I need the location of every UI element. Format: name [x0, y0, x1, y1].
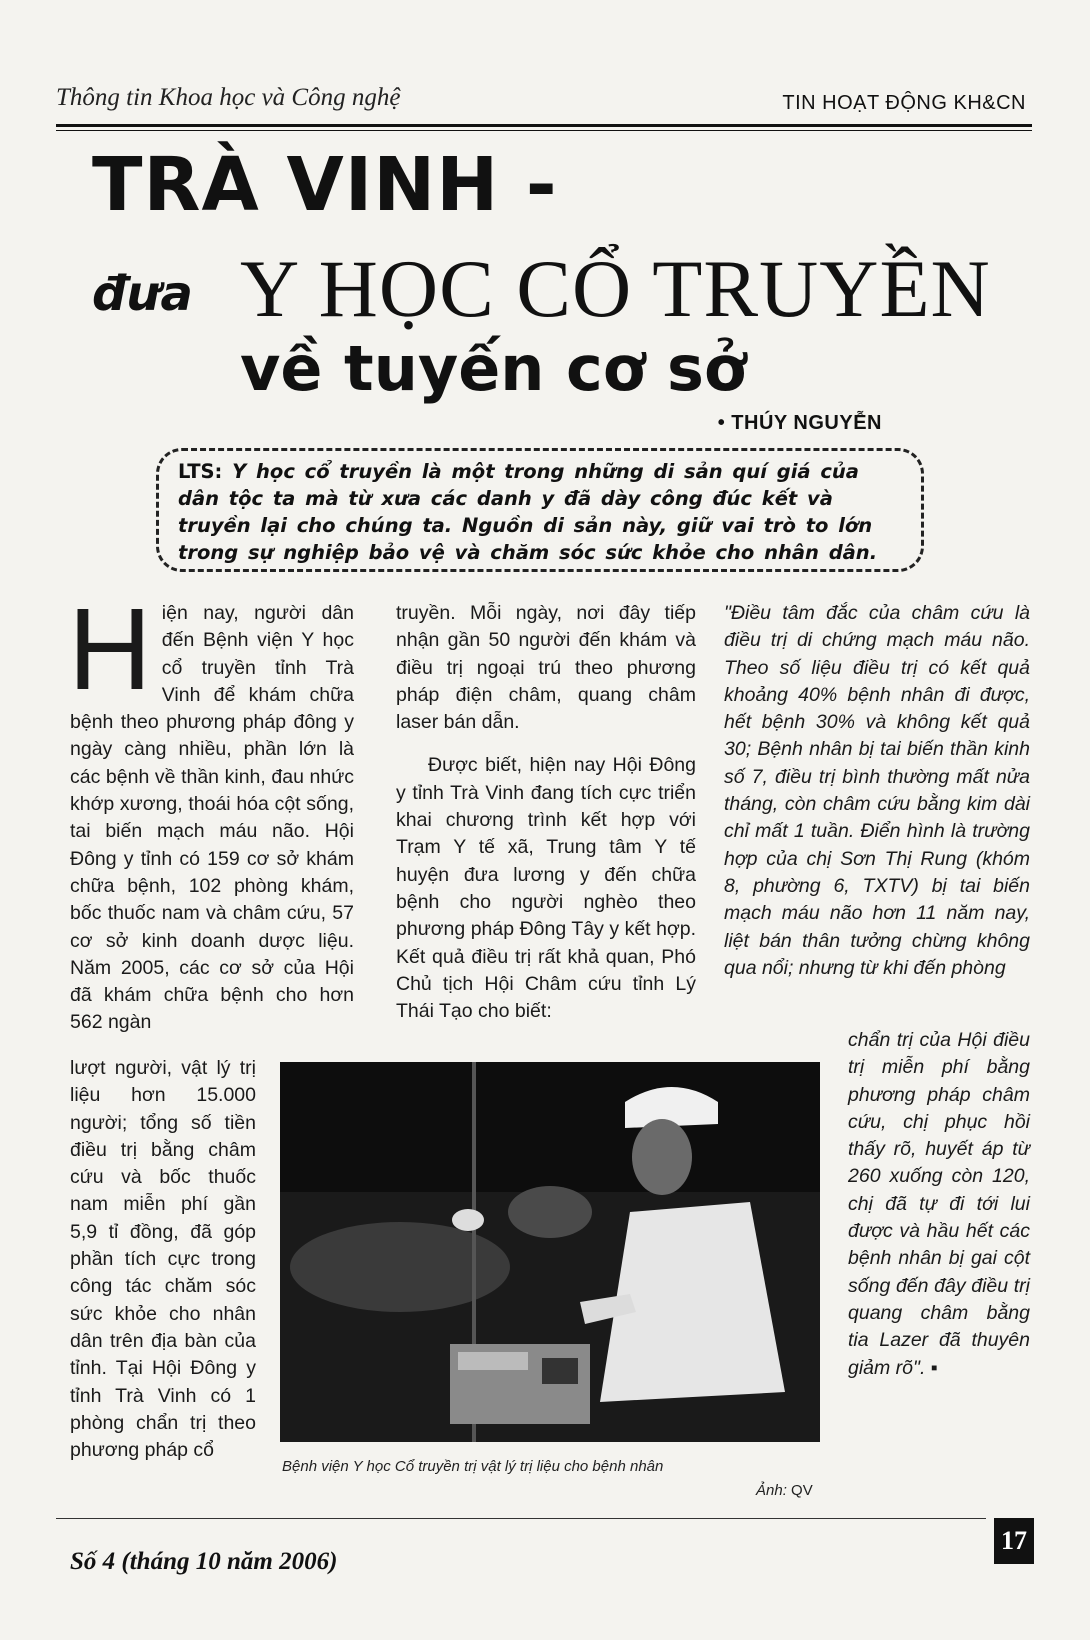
body-column-1: [68, 584, 354, 1037]
section-label: TIN HOẠT ĐỘNG KH&CN: [782, 92, 1026, 114]
photo-credit: [756, 1482, 813, 1499]
body-column-3-continued: [848, 1027, 1030, 1382]
title-line-2-prefix: đưa: [92, 266, 193, 322]
editor-note-text: Y học cổ truyền là một trong những di sản quí giá của dân tộc ta mà từ xưa các danh y đã dày công đúc kết và truyền lại cho chúng ta. Nguồn di sản này, giữ vai trò to lớn trong sự nghiệp bảo vệ và chăm sóc sức khỏe cho nhân dân.: [178, 460, 878, 564]
article-photo: [280, 1062, 820, 1442]
photo-caption: Bệnh viện Y học Cổ truyền trị vật lý trị liệu cho bệnh nhân: [282, 1458, 664, 1475]
body-column-3-continued-text: chẩn trị của Hội điều trị miễn phí bằng phương pháp châm cứu, chị phục hồi thấy rõ, huyết áp từ 260 xuống còn 120, chị đã tự đi tới lui được và hầu hết các bệnh nhân bị gai cột sống đến đây điều trị quang châm bằng tia Lazer đã thuyên giảm rõ".: [848, 1029, 1030, 1379]
issue-label: Số 4 (tháng 10 năm 2006): [70, 1548, 338, 1575]
end-mark: ▪: [930, 1356, 938, 1379]
journal-title: Thông tin Khoa học và Công nghệ: [56, 84, 401, 111]
page-number: 17: [994, 1518, 1034, 1564]
title-line-1: TRÀ VINH -: [92, 142, 558, 228]
body-column-1-text: iện nay, người dân đến Bệnh viện Y học cổ truyền tỉnh Trà Vinh để khám chữa bệnh theo phương pháp đông y ngày càng nhiều, phần lớn là các bệnh về thần kinh, đau nhức khớp xương, thoái hóa cột sống, tai biến mạch máu não. Hội Đông y tỉnh có 159 cơ sở khám chữa bệnh, 102 phòng khám, bốc thuốc nam và châm cứu, 57 cơ sở kinh doanh dược liệu. Năm 2005, các cơ sở của Hội đã khám chữa bệnh cho hơn 562 ngàn: [70, 602, 354, 1034]
drop-cap: H: [68, 584, 152, 714]
body-column-2-paragraph-2: Được biết, hiện nay Hội Đông y tỉnh Trà Vinh đang tích cực triển khai chương trình kết hợp với Trạm Y tế xã, Trung tâm Y tế huyện đưa lương y đến chữa bệnh cho người nghèo theo phương pháp Đông Tây y kết hợp. Kết quả điều trị rất khả quan, Phó Chủ tịch Hội Châm cứu tỉnh Lý Thái Tạo cho biết:: [396, 754, 696, 1023]
body-column-2-paragraph-1: truyền. Mỗi ngày, nơi đây tiếp nhận gần 50 người đến khám và điều trị ngoại trú theo phương pháp điện châm, quang châm laser bán dẫn.: [396, 602, 696, 734]
body-column-2: [396, 600, 696, 1025]
title-line-2-main: Y HỌC CỔ TRUYỀN: [240, 243, 991, 334]
title-line-3: về tuyến cơ sở: [240, 332, 747, 405]
editor-note: [178, 458, 898, 566]
photo-credit-name: QV: [791, 1482, 813, 1499]
body-column-1-continued: lượt người, vật lý trị liệu hơn 15.000 người; tổng số tiền điều trị bằng châm cứu và bốc thuốc nam miễn phí gần 5,9 tỉ đồng, đã góp phần tích cực trong công tác chăm sóc sức khỏe cho nhân dân trên địa bàn của tỉnh. Tại Hội Đông y tỉnh Trà Vinh có 1 phòng chẩn trị theo phương pháp cổ: [70, 1057, 256, 1462]
editor-note-label: LTS:: [178, 460, 223, 483]
body-column-3: "Điều tâm đắc của châm cứu là điều trị di chứng mạch máu não. Theo số liệu điều trị có kết quả khoảng 40% bệnh nhân đi được, hết bệnh 30% và không kết quả 30; Bệnh nhân bị tai biến thần kinh số 7, điều trị bình thường mất nửa tháng, còn châm cứu bằng kim dài chỉ mất 1 tuần. Điển hình là trường hợp của chị Sơn Thị Rung (khóm 8, phường 6, TXTV) bị tai biến mạch máu não hơn 11 năm nay, liệt bán thân tưởng chừng không qua nổi; nhưng từ khi đến phòng: [724, 602, 1030, 979]
footer-rule: [56, 1518, 986, 1519]
header-rule: [56, 124, 1032, 131]
photo-credit-label: Ảnh:: [756, 1482, 787, 1499]
photo-illustration: [280, 1062, 820, 1442]
byline: • THÚY NGUYỄN: [717, 412, 882, 434]
